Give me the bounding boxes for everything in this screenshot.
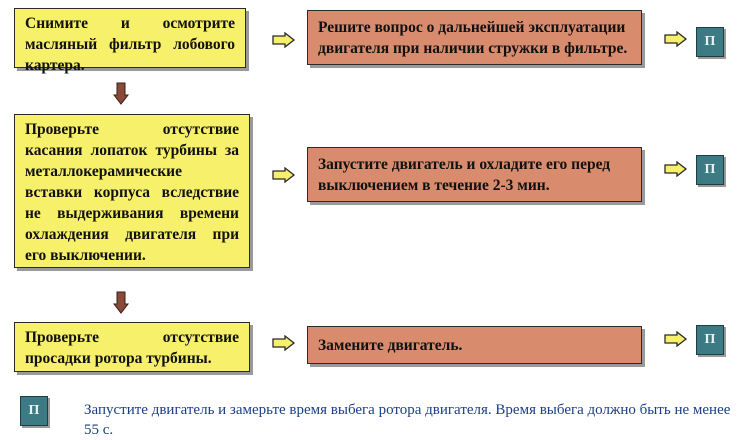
badge-2: П	[696, 155, 724, 185]
badge-1: П	[696, 27, 724, 57]
down-arrow-icon	[113, 82, 129, 106]
down-arrow-icon	[113, 291, 129, 315]
action-text-2: Запустите двигатель и охладите его перед выключением в течение 2-3 мин.	[318, 155, 611, 194]
legend-badge: П	[20, 396, 48, 426]
check-text-1: Снимите и осмотрите масляный фильтр лобового картера.	[25, 15, 235, 74]
right-arrow-icon	[272, 335, 296, 351]
right-arrow-icon	[664, 161, 688, 177]
check-text-2: Проверьте отсутствие касания лопаток турбины за металлокерамические вставки корпуса вследствие не выдерживания времени охлаждения двигателя при его выключении.	[25, 121, 239, 264]
right-arrow-icon	[664, 31, 688, 47]
action-text-1: Решите вопрос о дальнейшей эксплуатации двигателя при наличии стружки в фильтре.	[318, 18, 628, 57]
right-arrow-icon	[272, 32, 296, 48]
legend-note: Запустите двигатель и замерьте время выбега ротора двигателя. Время выбега должно быть не менее 55 с.	[84, 402, 731, 438]
action-box-3	[307, 326, 642, 364]
badge-3: П	[696, 325, 724, 355]
right-arrow-icon	[272, 167, 296, 183]
check-box-1	[14, 8, 246, 74]
action-box-2	[307, 147, 642, 202]
check-box-3	[14, 322, 250, 372]
right-arrow-icon	[664, 331, 688, 347]
check-text-3: Проверьте отсутствие просадки ротора турбины.	[25, 329, 239, 367]
action-box-1	[307, 10, 642, 65]
check-box-2	[14, 114, 250, 268]
action-text-3: Замените двигатель.	[318, 336, 463, 354]
